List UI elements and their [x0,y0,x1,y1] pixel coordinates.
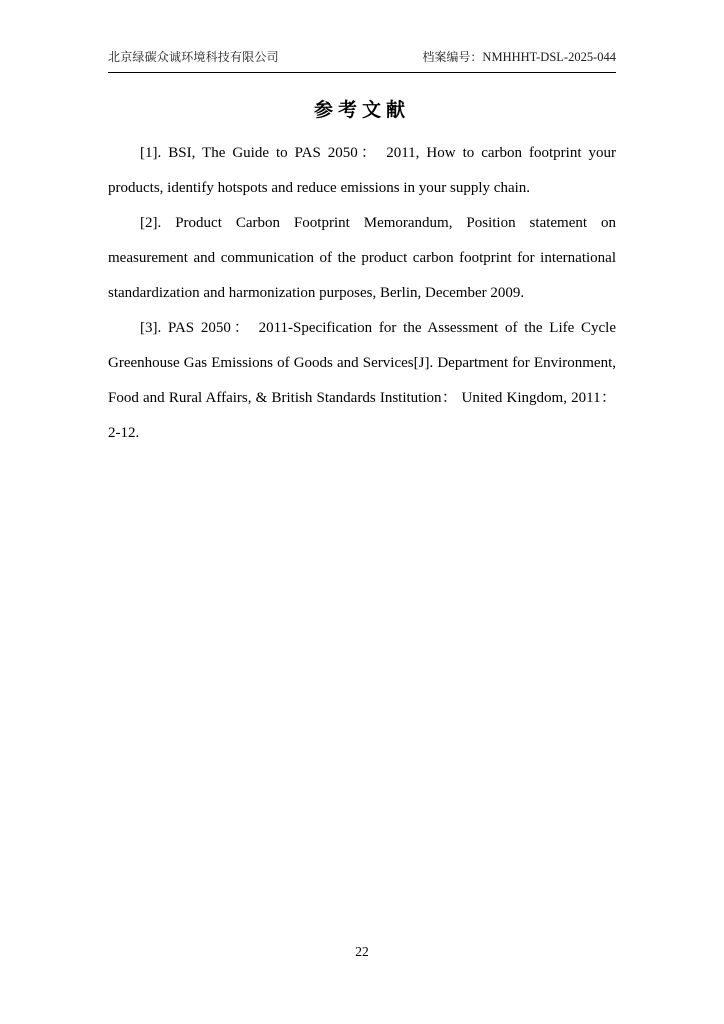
archive-label: 档案编号： [422,50,483,64]
archive-code: NMHHHT-DSL-2025-044 [482,50,616,64]
list-item: [2]. Product Carbon Footprint Memorandum, Position statement on measurement and communication of the product carbon footprint for international standardization and harmonization purposes, Berlin, December 2009. [108,215,616,301]
references-list [108,136,616,451]
page-content [108,0,616,1024]
list-item: [1]. BSI, The Guide to PAS 2050： 2011, How to carbon footprint your products, identify hotspots and reduce emissions in your supply chain. [108,145,616,196]
page-header [108,48,616,69]
page-number: 22 [355,944,369,959]
header-archive-number [422,48,616,65]
header-divider [108,72,616,73]
header-company-name: 北京绿碳众诚环境科技有限公司 [108,50,279,64]
page-title: 参考文献 [313,99,410,121]
list-item: [3]. PAS 2050： 2011-Specification for the Assessment of the Life Cycle Greenhouse Gas Emissions of Goods and Services[J]. Department for Environment, Food and Rural Affairs, & British Standards Institution： United Kingdom, 2011： 2-12. [108,320,616,441]
